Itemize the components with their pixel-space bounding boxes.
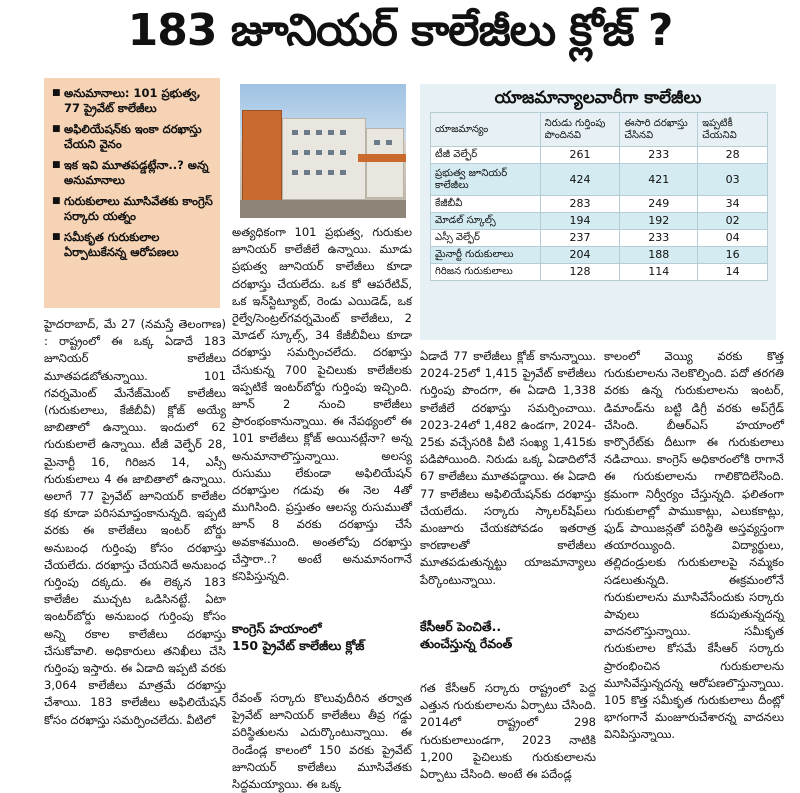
subheading-line: కేసీఆర్ పెంచితే.. bbox=[420, 619, 502, 634]
article-column-1 bbox=[44, 316, 226, 778]
article-paragraph: కాలంలో వెయ్యి వరకు కొత్త గురుకులాలను నెలకొల్పింది. పదో తరగతి వరకు ఉన్న గురుకులాలను ఇంటర్, డిమాండ్‌ను బట్టి డిగ్రీ వరకు అప్‌గ్రేడ్ చేసింది. బీఆర్‌ఎస్ హయాంలో కార్పొరేట్‌కు దీటుగా ఈ గురుకులాలు నడిచాయి. కాంగ్రెస్ అధికారంలోకి రాగానే ఈ గురుకులాలను గాలికొదిలేసింది. క్రమంగా నిర్వీర్యం చేస్తున్నది. ఫలితంగా గురుకులాల్లో పాముకాట్లు, ఎలుకకాట్లు, ఫుడ్ పాయిజన్లతో పరిస్థితి అస్తవ్యస్తంగా తయారయ్యింది. విద్యార్థులు, తల్లిదండ్రులకు గురుకులాలపై నమ్మకం సడలుతున్నది. ఈక్రమంలోనే గురుకులాలను మూసివేసేందుకు సర్కారు పావులు కదుపుతున్నదన్న వాదనలొస్తున్నాయి. సమీకృత గురుకులాల కోసమే కేసీఆర్ సర్కారు ప్రారంభించిన గురుకులాలను మూసివేస్తున్నదన్న ఆరోపణలొస్తున్నాయి. 105 కొత్త సమీకృత గురుకులాలు దీంట్లో భాగంగానే మంజూరుచేశారన్న వాదనలు వినిపిస్తున్నాయి. bbox=[604, 349, 784, 742]
table-cell: 192 bbox=[620, 213, 698, 230]
table-cell: 233 bbox=[620, 230, 698, 247]
table-cell: 188 bbox=[620, 247, 698, 264]
table-cell: 204 bbox=[540, 247, 620, 264]
subheading-private-colleges bbox=[232, 620, 412, 654]
college-building-photo bbox=[240, 84, 406, 218]
table-cell: 261 bbox=[540, 147, 620, 164]
table-cell: 237 bbox=[540, 230, 620, 247]
table-cell: కేజీబీవీ bbox=[431, 196, 541, 213]
subheading-line: కాంగ్రెస్ హయాంలో bbox=[232, 621, 322, 636]
subheading-kcr-revanth bbox=[420, 618, 596, 652]
table-cell: 34 bbox=[698, 196, 768, 213]
article-column-4 bbox=[604, 348, 784, 778]
table-cell: 28 bbox=[698, 147, 768, 164]
subheading-line: 150 ప్రైవేట్ కాలేజీలు క్లోజ్ bbox=[232, 638, 365, 653]
table-cell: 249 bbox=[620, 196, 698, 213]
table-row bbox=[431, 196, 768, 213]
table-row bbox=[431, 230, 768, 247]
article-paragraph: హైదరాబాద్, మే 27 (నమస్తే తెలంగాణ) : రాష్ట్రంలో ఈ ఒక్క ఏడాదే 183 జూనియర్ కాలేజీలు మూతపడబోతున్నాయి. 101 గవర్నమెంట్ మేనేజ్‌మెంట్ కాలేజీలు (గురుకులాలు, కేజీబీవీ) క్లోజ్ అయ్యే జాబితాలో ఉన్నాయి. ఇందులో 62 గురుకులాలే ఉన్నాయి. టీజీ వెల్ఫేర్ 28, మైనార్టీ 16, గిరిజన 14, ఎస్సీ గురుకులాలు 4 ఈ జాబితాలో ఉన్నాయి. అలాగే 77 ప్రైవేట్ జూనియర్ కాలేజీల కథ కూడా పరిసమాప్తంకానున్నది. ఇప్పటి వరకు ఈ కాలేజీలు ఇంటర్ బోర్డు అనుబంధ గుర్తింపు కోసం దరఖాస్తు చేయలేదు. దరఖాస్తు చేయనిదే అనుబంధ గుర్తింపు దక్కదు. ఈ లెక్కన 183 కాలేజీల ముచ్చట ఒడిసినట్టే. ఏటా ఇంటర్‌బోర్డు అనుబంధ గుర్తింపు కోసం అన్ని రకాల కాలేజీలు దరఖాస్తు చేసుకోవాలి. అధికారులు తనిఖీలు చేసి గుర్తింపు ఇస్తారు. ఈ ఏడాది ఇప్పటి వరకు 3,064 కాలేజీలు మాత్రమే దరఖాస్తు చేశాయి. 183 కాలేజీలు అఫిలియేషన్ కోసం దరఖాస్తు సమర్పించలేదు. వీటిలో bbox=[44, 317, 226, 727]
table-cell: ఎస్సీ వెల్ఫేర్ bbox=[431, 230, 541, 247]
table-cell: మోడల్ స్కూల్స్ bbox=[431, 213, 541, 230]
table-title: యాజమాన్యాలవారీగా కాలేజీలు bbox=[420, 84, 776, 112]
article-column-2-continued bbox=[232, 690, 412, 792]
table-cell: టీజీ వెల్ఫేర్ bbox=[431, 147, 541, 164]
table-header-cell: ఈసారి దరఖాస్తు చేసినవి bbox=[620, 113, 698, 147]
table-cell: 421 bbox=[620, 164, 698, 196]
headline: 183 జూనియర్ కాలేజీలు క్లోజ్ ? bbox=[127, 5, 673, 56]
table-cell: ప్రభుత్వ జూనియర్ కాలేజీలు bbox=[431, 164, 541, 196]
article-column-3 bbox=[420, 348, 596, 614]
table-cell: 114 bbox=[620, 264, 698, 281]
table-cell: గిరిజన గురుకులాలు bbox=[431, 264, 541, 281]
table-cell: 14 bbox=[698, 264, 768, 281]
table-cell: 02 bbox=[698, 213, 768, 230]
table-row bbox=[431, 147, 768, 164]
article-paragraph: రేవంత్ సర్కారు కొలువుదీరిన తర్వాత ప్రైవేట్ జూనియర్ కాలేజీలు తీవ్ర గడ్డు పరిస్థితులను ఎదుర్కొంటున్నాయి. ఈ రెండేండ్ల కాలంలో 150 వరకు ప్రైవేట్ జూనియర్ కాలేజీలు మూసివేతకు సిద్ధమయ్యాయి. ఈ ఒక్క bbox=[232, 691, 412, 792]
article-paragraph: అత్యధికంగా 101 ప్రభుత్వ, గురుకుల జూనియర్ కాలేజీలే ఉన్నాయి. మూడు ప్రభుత్వ జూనియర్ కాలేజీలు కూడా దరఖాస్తు చేయలేదు. ఒక కో ఆపరేటివ్, ఒక ఇన్‌స్టిట్యూట్, రెండు ఎయిడెడ్, ఒక రైల్వే/సెంట్రల్‌గవర్నమెంట్ కాలేజీలు, 2 మోడల్ స్కూల్స్, 34 కేజీబీవీలు కూడా దరఖాస్తు సమర్పించలేదు. దరఖాస్తు చేసుకున్న 700 పైచిలుకు కాలేజీలకు ఇప్పటికే ఇంటర్‌బోర్డు గుర్తింపు ఇచ్చింది. జూన్ 2 నుంచి కాలేజీలు ప్రారంభంకానున్నాయి. ఈ నేపథ్యంలో ఈ 101 కాలేజీలు క్లోజ్ అయినట్లేనా? అన్న అనుమానాలొస్తున్నాయి. అలస్య రుసుము లేకుండా అఫిలియేషన్ దరఖాస్తుల గడువు ఈ నెల 4తో ముగిసింది. ప్రస్తుతం ఆలస్య రుసుముతో జూన్ 8 వరకు దరఖాస్తు చేసే అవకాశముంది. అంతలోపు దరఖాస్తు చేస్తారా..? అంటే అనుమానంగానే కనిపిస్తున్నది. bbox=[232, 225, 412, 584]
highlight-item: ■ అఫిలియేషన్‌కు ఇంకా దరఖాస్తు చేయని వైనం bbox=[52, 122, 214, 152]
highlights-box bbox=[44, 78, 220, 308]
table-cell: 233 bbox=[620, 147, 698, 164]
article-paragraph: ఏడాదే 77 కాలేజీలు క్లోజ్ కానున్నాయి. 2024-25లో 1,415 ప్రైవేట్ కాలేజీలు గుర్తింపు పొందగా, ఈ ఏడాది 1,338 కాలేజీలే దరఖాస్తు సమర్పించాయి. 2023-24లో 1,482 ఉండగా, 2024-25కు వచ్చేసరికి వీటి సంఖ్య 1,415కు పడిపోయింది. నిరుడు ఒక్క ఏడాదిలోనే 67 కాలేజీలు మూతపడ్డాయి. ఈ ఏడాది 77 కాలేజీలు అఫిలియేషన్‌కు దరఖాస్తు చేయలేదు. సర్కారు స్కాలర్‌షిప్‌లు మంజూరు చేయకపోవడం ఇతరాత్ర కారణాలతో కాలేజీలు మూతపడుతున్నట్టు యాజమాన్యాలు పేర్కొంటున్నాయి. bbox=[420, 349, 596, 587]
highlight-item: ■ ఇక ఇవి మూతపడ్డట్లేనా..? అన్న అనుమానాలు bbox=[52, 158, 214, 188]
highlight-item: ■ సమీకృత గురుకులాల ఏర్పాటుకేనన్న ఆరోపణలు bbox=[52, 230, 214, 260]
table-row bbox=[431, 264, 768, 281]
highlight-item: ■ గురుకులాలు మూసివేతకు కాంగ్రెస్ సర్కారు యత్నం bbox=[52, 194, 214, 224]
article-paragraph: గత కేసీఆర్ సర్కారు రాష్ట్రంలో పెద్ద ఎత్తున గురుకులాలను ఏర్పాటు చేసింది. 2014లో రాష్ట్రంలో 298 గురుకులాలుండగా, 2023 నాటికి 1,200 పైచిలుకు గురుకులాలను ఏర్పాటు చేసింది. అంటే ఈ పదేండ్ల bbox=[420, 681, 596, 782]
colleges-table bbox=[430, 112, 768, 281]
table-header-cell: ఇప్పటికీ చేయనివి bbox=[698, 113, 768, 147]
table-cell: 128 bbox=[540, 264, 620, 281]
table-header-cell: నిరుడు గుర్తింపు పొందినవి bbox=[540, 113, 620, 147]
table-row bbox=[431, 164, 768, 196]
table-header-row bbox=[431, 113, 768, 147]
highlight-item: ■ అనుమానాలు: 101 ప్రభుత్వ, 77 ప్రైవేట్ కాలేజీలు bbox=[52, 86, 214, 116]
table-cell: 04 bbox=[698, 230, 768, 247]
article-column-2 bbox=[232, 224, 412, 616]
table-cell: 16 bbox=[698, 247, 768, 264]
table-cell: 194 bbox=[540, 213, 620, 230]
table-cell: మైనార్టీ గురుకులాలు bbox=[431, 247, 541, 264]
table-cell: 03 bbox=[698, 164, 768, 196]
table-row bbox=[431, 213, 768, 230]
table-cell: 424 bbox=[540, 164, 620, 196]
article-column-3-continued bbox=[420, 680, 596, 782]
table-row bbox=[431, 247, 768, 264]
table-cell: 283 bbox=[540, 196, 620, 213]
colleges-table-box bbox=[420, 84, 776, 340]
table-header-cell: యాజమాన్యం bbox=[431, 113, 541, 147]
subheading-line: తుంచేస్తున్న రేవంత్ bbox=[420, 636, 513, 651]
